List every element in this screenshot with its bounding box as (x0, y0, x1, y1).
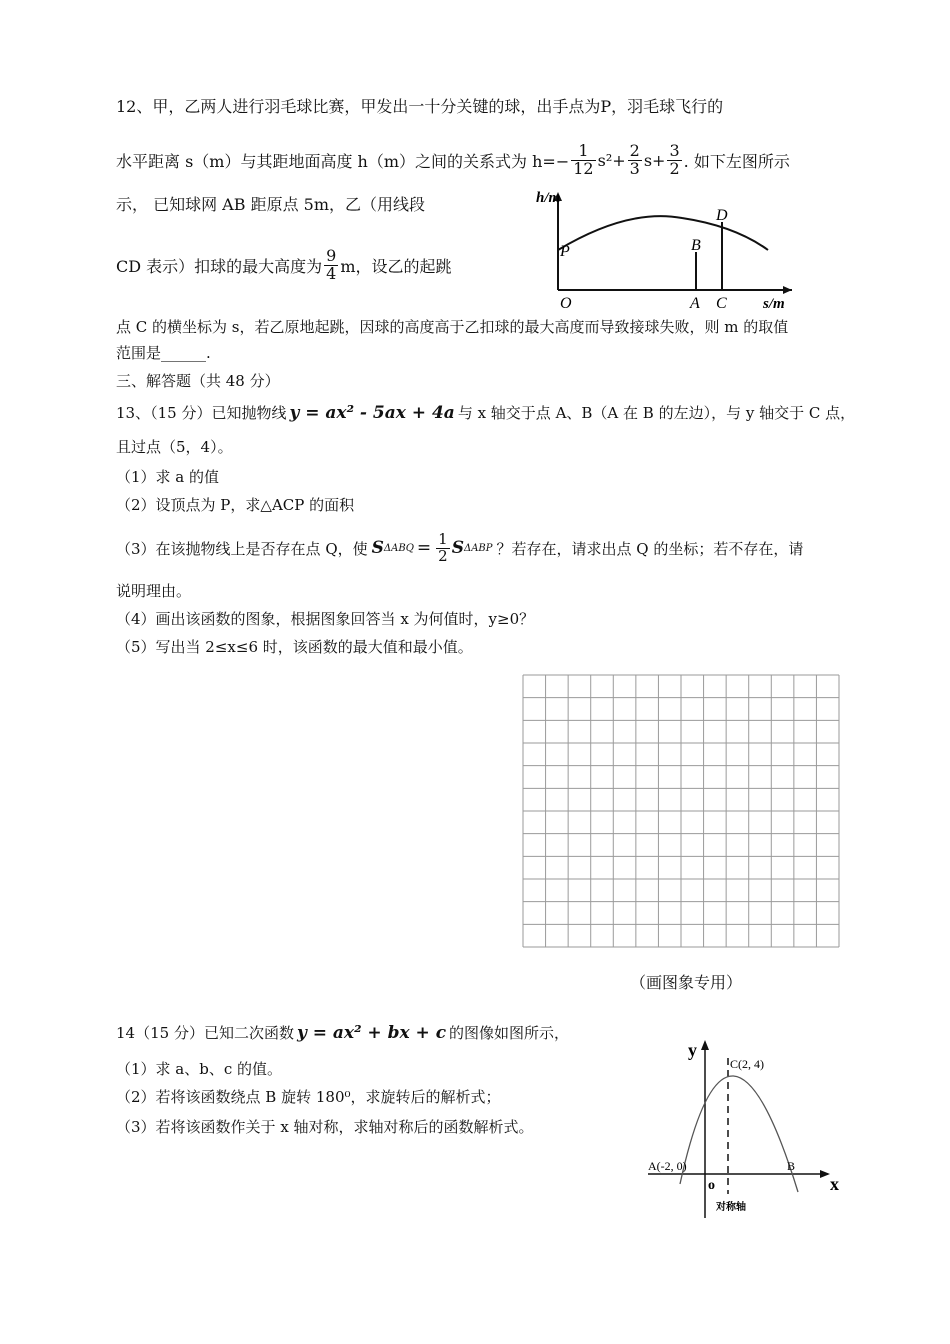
q14-part2: （2）若将该函数绕点 B 旋转 180⁰，求旋转后的解析式； (116, 1088, 501, 1106)
q14-head (116, 1022, 569, 1043)
point-B: B (691, 237, 701, 254)
s-label: s/m (763, 296, 785, 312)
q13-line2: 且过点（5，4）。 (116, 438, 233, 456)
point-C: C (716, 295, 727, 312)
area-S-ABP: S (451, 538, 464, 558)
frac-num: 2 (629, 140, 640, 160)
q14-part3: （3）若将该函数作关于 x 轴对称，求轴对称后的函数解析式。 (116, 1118, 534, 1136)
area-S-ABP-sub: ΔABP (463, 542, 493, 554)
trajectory-curve (558, 216, 768, 250)
grid-caption: （画图象专用） (630, 973, 743, 992)
q12-line6: 范围是______. (116, 344, 211, 362)
term-s2: s²+ (597, 150, 626, 170)
fraction-1-12 (571, 140, 595, 178)
frac-num: 1 (571, 143, 595, 161)
fraction-9-4 (324, 245, 338, 283)
frac-den: 2 (669, 158, 680, 178)
x-label: x (830, 1174, 839, 1194)
q13-part3-line2: 说明理由。 (116, 582, 192, 600)
section3-title: 三、解答题（共 48 分） (116, 372, 280, 390)
drawing-grid (522, 674, 840, 948)
area-S-ABQ: S (371, 538, 384, 558)
q12-line4 (116, 243, 452, 287)
term-s: s+ (643, 150, 666, 170)
q13-part4: （4）画出该函数的图象，根据图象回答当 x 为何值时，y≥0？ (116, 610, 535, 628)
y-axis-arrow (701, 1040, 709, 1050)
q13-head (116, 402, 855, 423)
area-S-ABQ-sub: ΔABQ (383, 542, 414, 554)
point-A: A (690, 295, 700, 312)
q12-line4-pre: CD 表示）扣球的最大高度为 (116, 256, 323, 276)
q14-head-pre: 14（15 分）已知二次函数 (116, 1024, 294, 1042)
parabola-figure (640, 1034, 850, 1224)
h-label: h/m (536, 190, 561, 206)
point-O: O (560, 295, 572, 312)
q13-part2: （2）设顶点为 P，求△ACP 的面积 (116, 496, 355, 514)
q12-line5: 点 C 的横坐标为 s，若乙原地起跳，因球的高度高于乙扣球的最大高度而导致接球失败，则 m 的取值 (116, 318, 789, 336)
frac-den: 2 (438, 546, 448, 565)
q14-equation: y = ax² + bx + c (296, 1022, 447, 1043)
q13-part5: （5）写出当 2≤x≤6 时，该函数的最大值和最小值。 (116, 638, 473, 656)
q13-head-post: 与 x 轴交于点 A、B（A 在 B 的左边），与 y 轴交于 C 点， (457, 404, 856, 422)
x-axis-arrow (820, 1170, 830, 1178)
symmetry-axis-label: 对称轴 (716, 1202, 746, 1213)
q12-line2-post: . 如下左图所示 (683, 151, 790, 171)
q13-equation: y = ax² - 5ax + 4a (289, 402, 455, 423)
q14-part1: （1）求 a、b、c 的值。 (116, 1060, 283, 1078)
y-label: y (688, 1040, 697, 1060)
point-B-label: B (787, 1159, 796, 1173)
frac-den: 3 (629, 158, 640, 178)
fraction-2-3 (628, 140, 642, 178)
frac-num: 1 (438, 529, 448, 548)
frac-num: 9 (326, 245, 337, 265)
frac-den: 12 (573, 158, 594, 178)
origin-label: o (708, 1178, 715, 1193)
q13-part1: （1）求 a 的值 (116, 468, 220, 486)
q13-head-pre: 13、（15 分）已知抛物线 (116, 404, 287, 422)
frac-num: 3 (669, 140, 680, 160)
q12-line2-pre: 水平距离 s（m）与其距地面高度 h（m）之间的关系式为 h=− (116, 151, 570, 171)
badminton-figure (530, 180, 800, 312)
frac-den: 4 (326, 263, 337, 283)
q13-part3-pre: （3）在该抛物线上是否存在点 Q，使 (116, 539, 368, 558)
s-axis-arrow (783, 286, 792, 294)
q12-line3: 示， 已知球网 AB 距原点 5m，乙（用线段 (116, 195, 426, 214)
q12-line4-post: m，设乙的起跳 (340, 256, 452, 276)
equals-sign: = (416, 538, 432, 558)
fraction-1-2 (436, 529, 450, 565)
point-D: D (716, 207, 728, 224)
q13-part3-post: ？若存在，请求出点 Q 的坐标；若不存在，请 (496, 539, 804, 558)
q12-line1: 12、甲，乙两人进行羽毛球比赛，甲发出一十分关键的球，出手点为P，羽毛球飞行的 (116, 97, 724, 116)
point-A-label: A(-2, 0) (648, 1159, 687, 1173)
fraction-3-2 (667, 140, 681, 178)
q14-head-post: 的图像如图所示， (449, 1024, 570, 1042)
point-P: P (560, 243, 570, 260)
point-C-label: C(2, 4) (730, 1057, 764, 1071)
grid-lines (523, 675, 839, 947)
q12-line2 (116, 138, 790, 182)
q13-part3 (116, 526, 803, 570)
